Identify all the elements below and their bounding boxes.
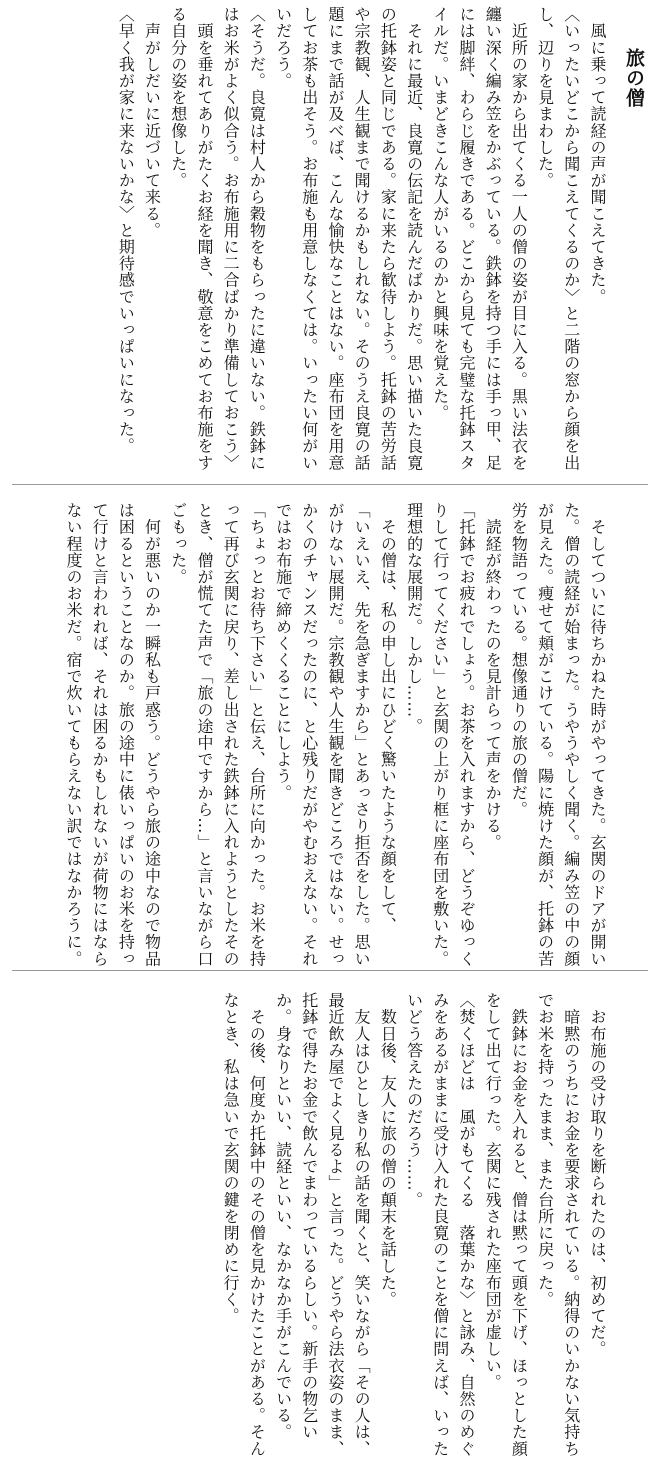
paragraph: 数日後、友人に旅の僧の顛末を話した。 xyxy=(378,992,398,1308)
paragraph: その僧は、私の申し出にひどく驚いたような顔をして、 xyxy=(378,502,398,934)
text-section-2 xyxy=(4,502,610,972)
paragraph: 鉄鉢にお金を入れると、僧は黙って頭を下げ、ほっとした顔をして出て行った。玄関に残された座布団が虚しい。 xyxy=(483,992,529,1457)
paragraph: 「托鉢でお疲れでしょう。お茶を入れますから、どうぞゆっくりして行ってください」と玄関の上がり框に座布団を敷いた。理想的な展開だ。しかし……。 xyxy=(404,502,476,967)
paragraph: 〈そうだ。良寛は村人から穀物をもらったに違いない。鉄鉢にはお米がよく似合う。お布施用に二合ばかり準備しておこう〉 xyxy=(221,6,267,471)
text-section-1 xyxy=(0,6,610,476)
paragraph: 近所の家から出てくる一人の僧の姿が目に入る。黒い法衣を纏い深く編み笠をかぶっている。鉄鉢を持つ手には手っ甲、足には脚絆、わらじ履きである。どこから見ても完璧な托鉢スタイルだ。いまどきこんな人がいるのかと興味を覚えた。 xyxy=(430,6,529,471)
paragraph: 「ちょっとお待ち下さい」と伝え、台所に向かった。お米を持って再び玄関に戻り、差し出された鉄鉢に入れようとしたそのとき、僧が慌てた声で「旅の途中ですから…」と言いながら口ごもった。 xyxy=(168,502,267,967)
paragraph: お布施の受け取りを断られたのは、初めてだ。 xyxy=(588,992,607,1358)
paragraph: 〈早く我が家に来ないかな〉と期待感でいっぱいになった。 xyxy=(116,6,136,455)
paragraph: 〈焚くほどは 風がもてくる 落葉かな〉と詠み、自然のめぐみをあるがままに受け入れた良寛のことを僧に問えば、いったいどう答えたのだろう……。 xyxy=(404,992,476,1457)
paragraph: 風に乗って読経の声が聞こえてきた。 xyxy=(588,6,607,305)
paragraph: 暗黙のうちにお金を要求されている。納得のいかない気持ちでお米を持ったまま、また台所に戻った。 xyxy=(535,992,581,1457)
paragraph: 声がしだいに近づいて来る。 xyxy=(142,6,162,239)
paragraph: 友人はひとしきり私の話を聞くと、笑いながら「その人は、最近飲み屋でよく見るよ」と言った。どうやら法衣姿のまま、托鉢で得たお金で飲んでまわっているらしい。新手の物乞いか。身なりといい、読経といい、なかなか手がこんでいる。 xyxy=(273,992,372,1457)
section-divider xyxy=(12,484,648,485)
paragraph: 読経が終わったのを見計らって声をかける。 xyxy=(483,502,503,851)
section-divider xyxy=(12,970,648,971)
paragraph: 何が悪いのか一瞬私も戸惑う。どうやら旅の途中なので物品は困るということなのか。旅の途中に俵いっぱいのお米を持って行けと言われれば、それは困るかもしれないが荷物にはならない程度のお米だ。宿で炊いてもらえない訳ではなかろうに。 xyxy=(63,502,162,967)
paragraph: それに最近、良寛の伝記を読んだばかりだ。思い描いた良寛の托鉢姿と同じである。家に来たら歓待しよう。托鉢の苦労話や宗教観、人生観まで聞けるかもしれない。そのうえ良寛の話題にまで話が及べば、こんな愉快なことはない。座布団を用意してお茶も出そう。お布施も用意しなくては。いったい何がいいだろう。 xyxy=(273,6,424,471)
paragraph: 〈いったいどこから聞こえてくるのか〉と二階の窓から顔を出し、辺りを見まわした。 xyxy=(535,6,581,471)
paragraph: 頭を垂れてありがたくお経を聞き、敬意をこめてお布施をする自分の姿を想像した。 xyxy=(168,6,214,471)
essay-title: 旅の僧 xyxy=(623,48,645,108)
paragraph: そしてついに待ちかねた時がやってきた。玄関のドアが開いた。僧の読経が始まった。うやうやしく聞く。編み笠の中の顔が見えた。痩せて頬がこけている。陽に焼けた顔が、托鉢の苦労を物語っている。想像通りの旅の僧だ。 xyxy=(509,502,607,967)
text-section-3 xyxy=(148,992,610,1462)
paragraph: 「いえいえ、先を急ぎますから」とあっさり拒否をした。思いがけない展開だ。宗教観や人生観を聞きどころではない。せっかくのチャンスだったのに、と心残りだがやむおえない。それではお布施で締めくくることにしよう。 xyxy=(273,502,372,967)
paragraph: その後、何度か托鉢中のその僧を見かけたことがある。そんなとき、私は急いで玄関の鍵を閉めに行く。 xyxy=(221,992,267,1457)
